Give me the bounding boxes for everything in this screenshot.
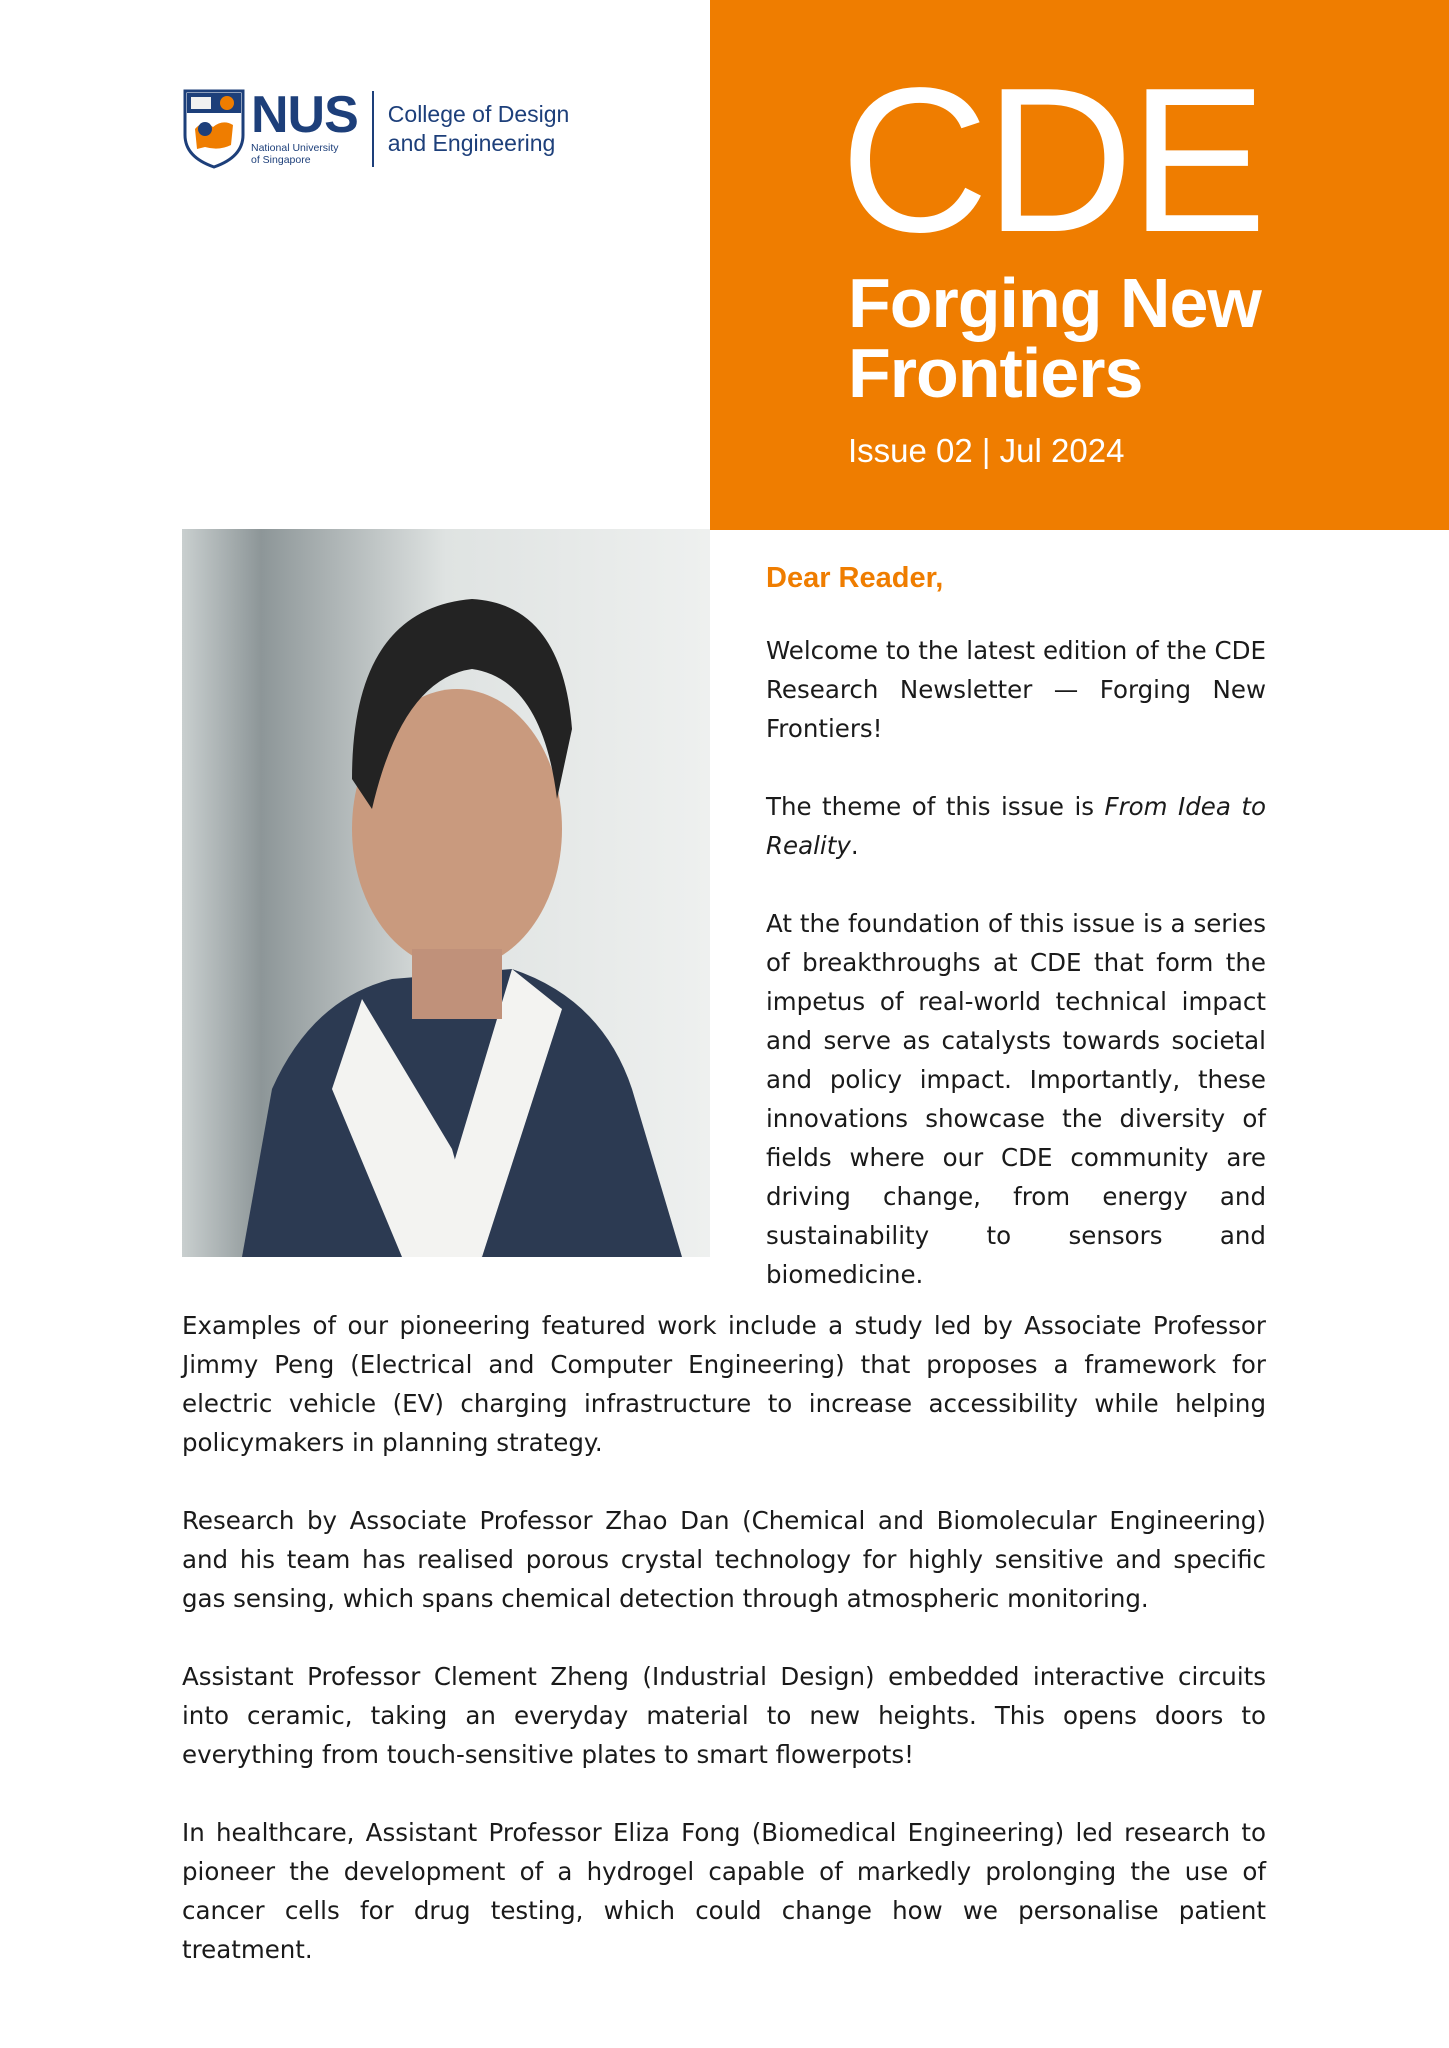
paragraph: Welcome to the latest edition of the CDE Research Newsletter — Forging New Frontiers! (766, 636, 1266, 743)
college-name-line1: College of Design (387, 101, 570, 127)
paragraph: Research by Associate Professor Zhao Dan (Chemical and Biomolecular Engineering) and his team has realised porous crystal technology for highly sensitive and specific gas sensing, which spans chemical detection through atmospheric monitoring. (182, 1506, 1266, 1613)
masthead-banner (710, 0, 1449, 530)
paragraph: Examples of our pioneering featured work include a study led by Associate Professor Jimmy Peng (Electrical and Computer Engineering) that proposes a framework for electric vehicle (EV) charging infrastructure to increase accessibility while helping policymakers in planning strategy. (182, 1311, 1266, 1457)
portrait-photo (182, 529, 710, 1257)
greeting: Dear Reader, (766, 562, 944, 594)
letter-body (182, 1306, 1266, 2008)
logo-divider (372, 91, 374, 167)
nus-cde-logo (183, 86, 583, 172)
masthead-acronym: CDE (840, 45, 1263, 275)
issue-date: Issue 02 | Jul 2024 (848, 432, 1125, 469)
university-name-line1: National University (251, 142, 339, 154)
nus-crest-icon (183, 89, 245, 169)
letter-intro (766, 562, 1266, 1333)
title-line2: Frontiers (848, 334, 1143, 412)
newsletter-title (848, 264, 1261, 412)
nus-wordmark: NUS (251, 86, 358, 144)
title-line1: Forging New (848, 264, 1261, 342)
college-name-line2: and Engineering (387, 130, 556, 156)
paragraph: In healthcare, Assistant Professor Eliza Fong (Biomedical Engineering) led research to pioneer the development of a hydrogel capable of markedly prolonging the use of cancer cells for drug testing, which could change how we personalise patient treatment. (182, 1818, 1266, 1964)
paragraph: Assistant Professor Clement Zheng (Industrial Design) embedded interactive circuits into ceramic, taking an everyday material to new heights. This opens doors to everything from touch-sensitive plates to smart flowerpots! (182, 1662, 1266, 1769)
theme-title: From Idea to Reality (766, 792, 1266, 860)
theme-prefix: The theme of this issue is (766, 792, 1105, 821)
theme-suffix: . (850, 831, 859, 860)
university-name-line2: of Singapore (251, 154, 311, 166)
paragraph: At the foundation of this issue is a series of breakthroughs at CDE that form the impetus of real-world technical impact and serve as catalysts towards societal and policy impact. Importantly, these innovations showcase the diversity of fields where our CDE community are driving change, from energy and sustainability to sensors and biomedicine. (766, 909, 1266, 1289)
paragraph-theme (766, 787, 1266, 865)
